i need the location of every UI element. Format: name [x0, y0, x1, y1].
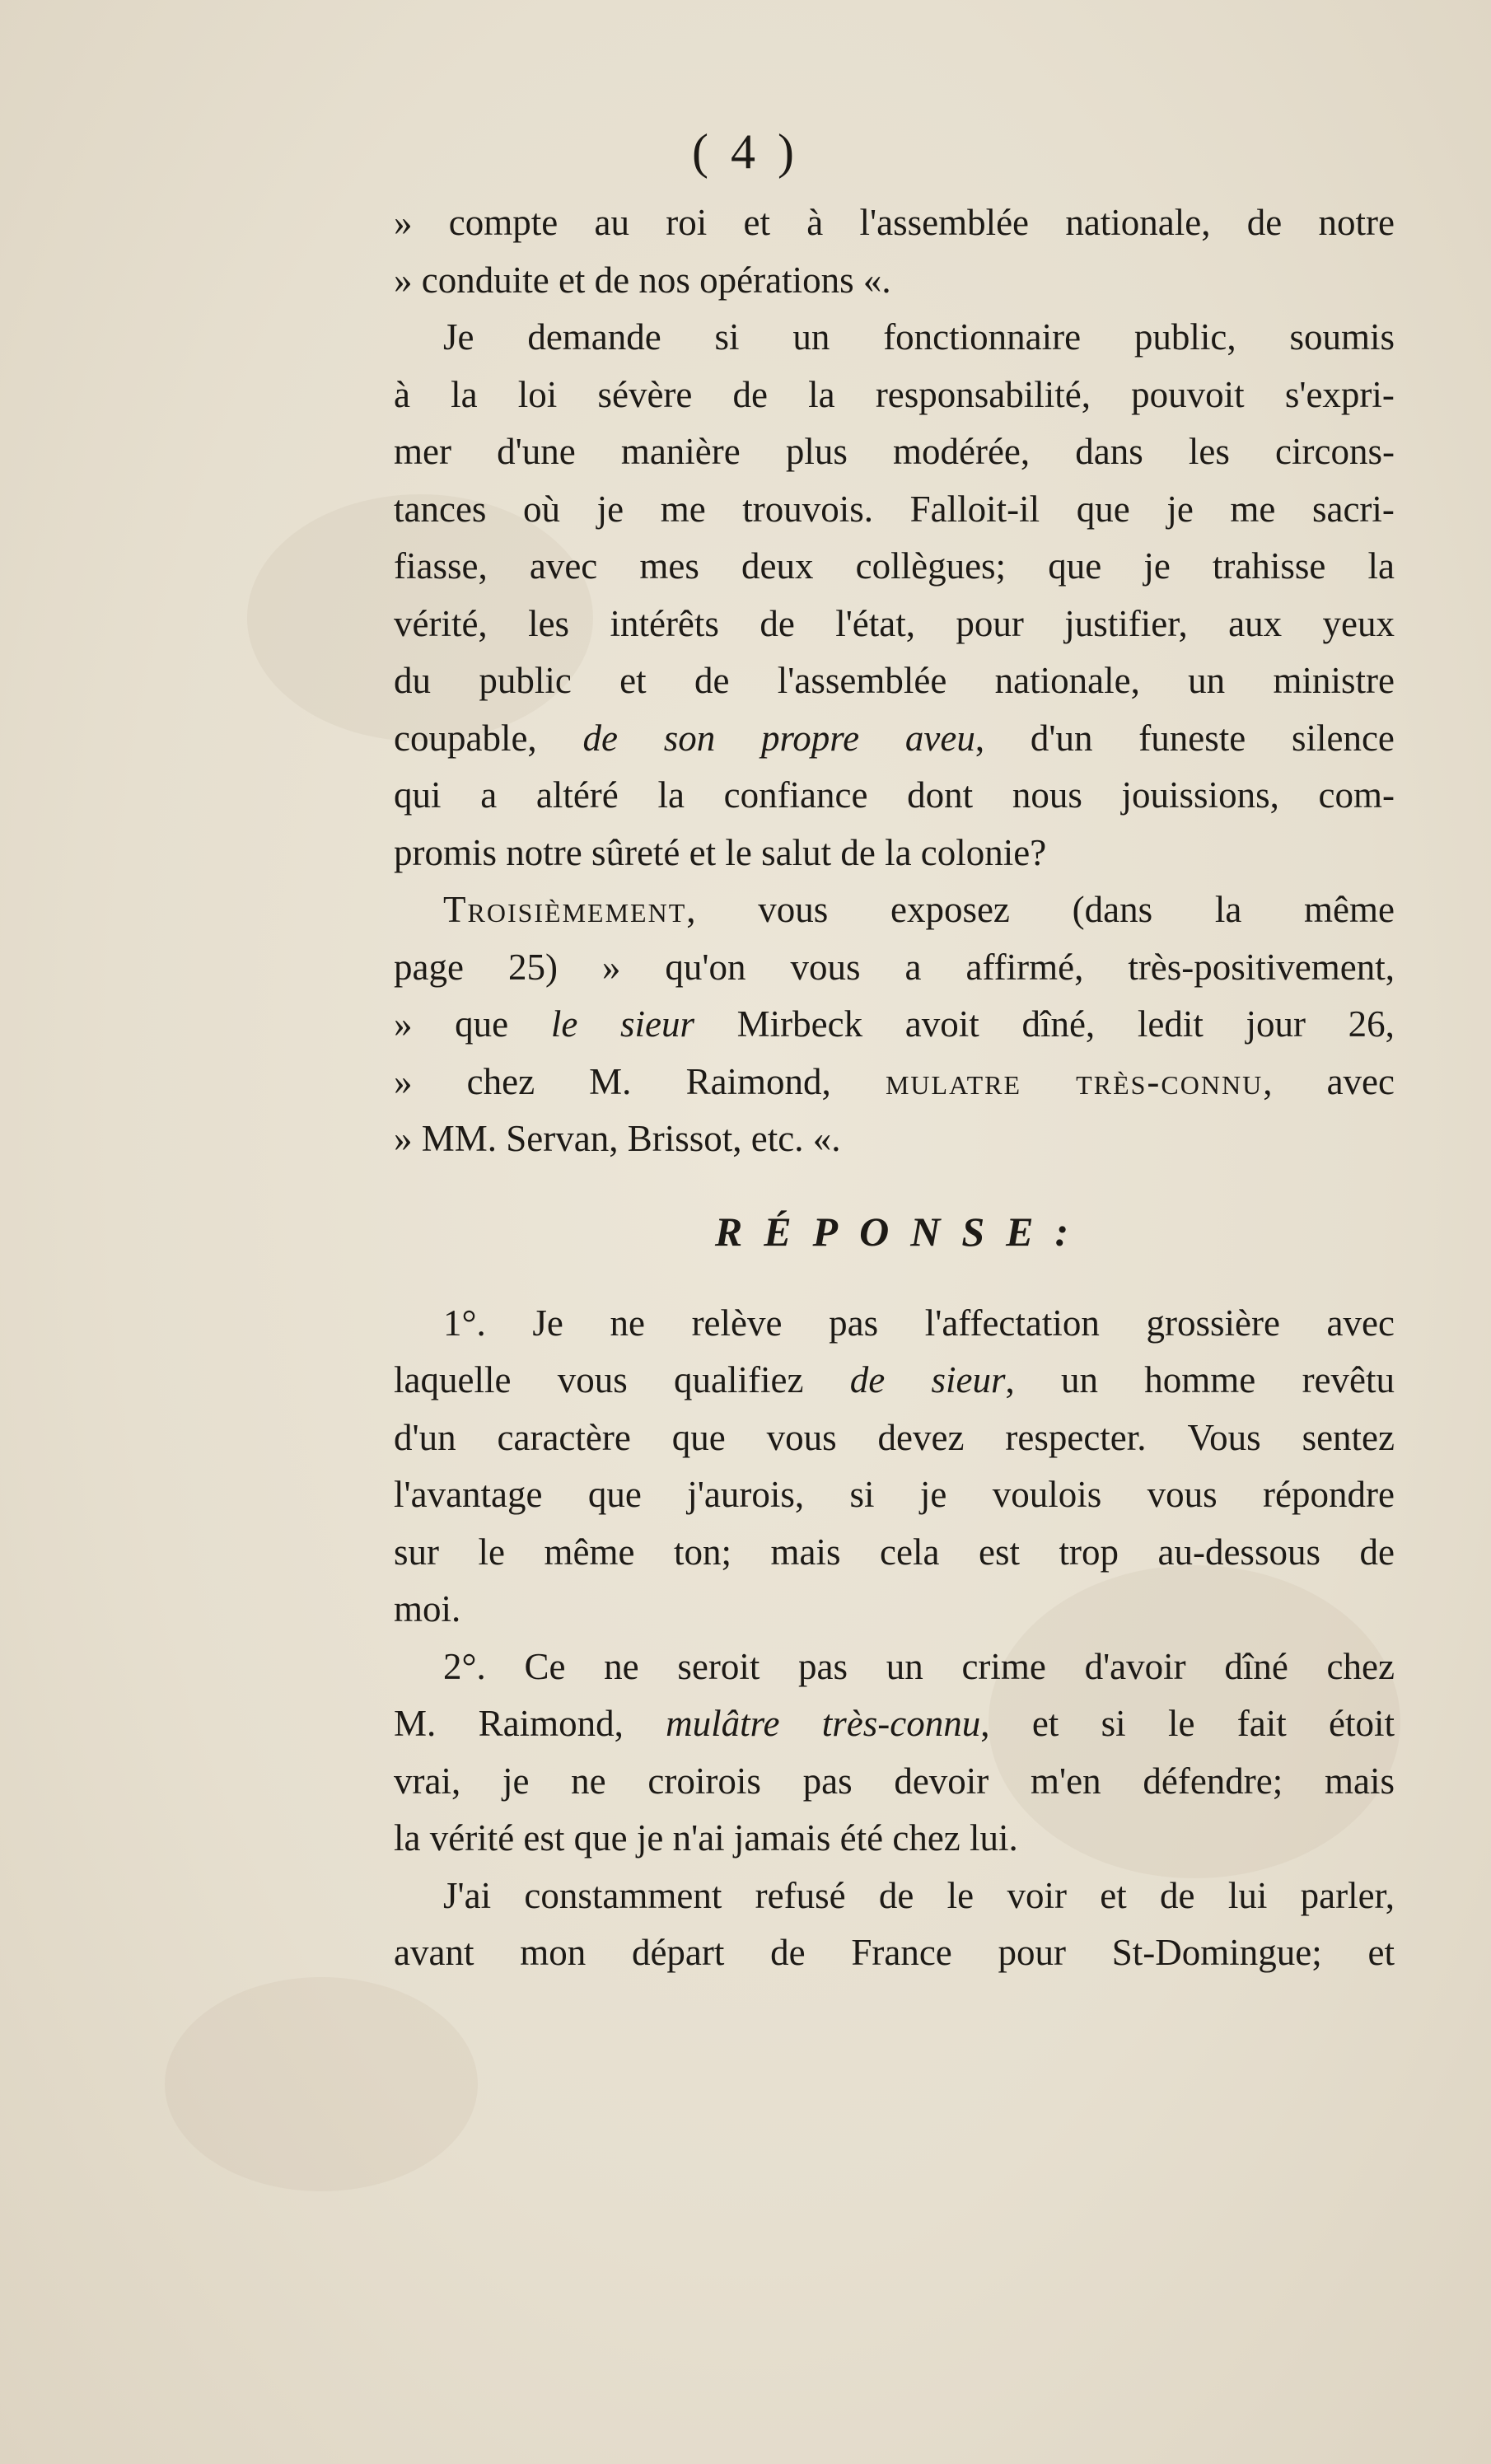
word: est: [978, 1531, 1020, 1573]
text-line: [394, 1639, 1395, 1696]
word: ledit: [1137, 1003, 1204, 1045]
word: 2°.: [443, 1645, 486, 1687]
word: aux: [1228, 602, 1283, 644]
word: très-positivement,: [1128, 946, 1395, 988]
word: de: [878, 1874, 914, 1916]
word: deux: [741, 545, 814, 587]
word: demande: [527, 316, 661, 358]
word: que: [1076, 488, 1130, 530]
word: de: [694, 660, 730, 701]
word: tances: [394, 488, 487, 530]
word: d'un: [1030, 717, 1093, 759]
word: M.: [394, 1703, 437, 1744]
word: trahisse: [1212, 545, 1326, 587]
word: fiasse,: [394, 545, 488, 587]
word: sieur,: [931, 1359, 1015, 1400]
word: vous: [766, 1416, 837, 1458]
word: aveu,: [904, 717, 985, 759]
word: avec: [1326, 1302, 1395, 1344]
word: Mirbeck: [736, 1003, 863, 1045]
word: lui: [1227, 1874, 1268, 1916]
word: Ce: [524, 1645, 566, 1687]
word: pas: [798, 1645, 848, 1687]
text-line: [394, 309, 1395, 367]
word: répondre: [1263, 1474, 1395, 1515]
word: Vous: [1187, 1416, 1261, 1458]
word: que: [587, 1474, 642, 1515]
word: modérée,: [893, 431, 1031, 472]
word: cela: [880, 1531, 940, 1573]
word: d'un: [394, 1416, 456, 1458]
word: vrai,: [394, 1760, 461, 1802]
word: a: [904, 946, 922, 988]
word: devez: [877, 1416, 965, 1458]
word: dîné: [1224, 1645, 1288, 1687]
word: l'avantage: [394, 1474, 543, 1515]
word: au-dessous: [1157, 1531, 1320, 1573]
word: je: [502, 1760, 530, 1802]
word: Je: [443, 316, 474, 358]
word: l'assemblée: [777, 660, 947, 701]
word: mais: [770, 1531, 841, 1573]
word: trouvois.: [742, 488, 874, 530]
word: 25): [507, 946, 558, 988]
word: funeste: [1138, 717, 1246, 759]
word: exposez: [890, 889, 1010, 930]
word: notre: [1318, 202, 1395, 243]
word: ne: [604, 1645, 639, 1687]
word: constamment: [524, 1874, 722, 1916]
word: d'une: [497, 431, 576, 472]
page-body: [394, 194, 1395, 1982]
word: grossière: [1146, 1302, 1280, 1344]
word: homme: [1144, 1359, 1256, 1400]
word: au: [594, 202, 629, 243]
text-line: [394, 596, 1395, 653]
page-number: ( 4 ): [692, 124, 799, 179]
word: le: [1167, 1703, 1195, 1744]
word: l'état,: [835, 602, 915, 644]
text-line: » conduite et de nos opérations «.: [394, 259, 891, 301]
word: de: [770, 1932, 806, 1973]
word: M.: [589, 1060, 632, 1102]
word: parler,: [1300, 1874, 1395, 1916]
word: que: [671, 1416, 726, 1458]
word: où: [523, 488, 561, 530]
word: plus: [785, 431, 848, 472]
word: pas: [829, 1302, 879, 1344]
word: mais: [1325, 1760, 1395, 1802]
word: qui: [394, 774, 442, 816]
word: voulois: [992, 1474, 1102, 1515]
word: dans: [1075, 431, 1143, 472]
word: la: [657, 774, 685, 816]
word: pas: [802, 1760, 853, 1802]
word: très-connu,: [821, 1703, 990, 1744]
word: »: [394, 202, 413, 243]
word: que: [1048, 545, 1102, 587]
word: ne: [571, 1760, 606, 1802]
word: a: [480, 774, 498, 816]
text-line: la vérité est que je n'ai jamais été chez lui.: [394, 1817, 1018, 1859]
word: croirois: [647, 1760, 761, 1802]
word: ministre: [1273, 660, 1395, 701]
word: à: [806, 202, 824, 243]
word: un: [1061, 1359, 1099, 1400]
word: loi: [517, 373, 558, 415]
word: me: [660, 488, 706, 530]
word: circons-: [1275, 431, 1395, 472]
word: je: [1143, 545, 1171, 587]
word: responsabilité,: [875, 373, 1091, 415]
word: altéré: [535, 774, 619, 816]
word: relève: [691, 1302, 783, 1344]
word: pour: [956, 602, 1024, 644]
word: devoir: [894, 1760, 989, 1802]
word: seroit: [677, 1645, 760, 1687]
word: la: [1214, 889, 1242, 930]
word: de: [582, 717, 618, 759]
word: je: [919, 1474, 947, 1515]
word: St-Domingue;: [1111, 1932, 1322, 1973]
word: sentez: [1302, 1416, 1395, 1458]
text-line: [394, 1466, 1395, 1524]
word: fonctionnaire: [883, 316, 1082, 358]
word: très-connu,: [1076, 1060, 1273, 1102]
text-line: » MM. Servan, Brissot, etc. «.: [394, 1118, 841, 1159]
word: que: [455, 1003, 509, 1045]
word: et: [743, 202, 770, 243]
word: l'affectation: [924, 1302, 1100, 1344]
word: son: [663, 717, 716, 759]
word: 1°.: [443, 1302, 486, 1344]
word: l'assemblée: [859, 202, 1030, 243]
word: trop: [1059, 1531, 1119, 1573]
word: pour: [998, 1932, 1066, 1973]
word: nationale,: [994, 660, 1140, 701]
word: vous: [790, 946, 861, 988]
word: Raimond,: [478, 1703, 624, 1744]
word: pouvoit: [1131, 373, 1245, 415]
word: yeux: [1322, 602, 1395, 644]
text-line: [394, 881, 1395, 939]
word: le: [946, 1874, 975, 1916]
word: public: [479, 660, 572, 701]
word: la: [808, 373, 835, 415]
word: compte: [448, 202, 559, 243]
text-line: [394, 1924, 1395, 1982]
word: laquelle: [394, 1359, 512, 1400]
word: confiance: [723, 774, 868, 816]
word: et: [1367, 1932, 1395, 1973]
word: avant: [394, 1932, 474, 1973]
word: de: [849, 1359, 886, 1400]
text-line: [394, 1410, 1395, 1467]
word: chez: [466, 1060, 535, 1102]
word: affirmé,: [965, 946, 1084, 988]
word: s'expri-: [1284, 373, 1395, 415]
word: et: [619, 660, 647, 701]
word: j'aurois,: [687, 1474, 805, 1515]
word: à: [394, 373, 410, 415]
word: un: [792, 316, 830, 358]
text-line: [394, 481, 1395, 539]
word: les: [528, 602, 570, 644]
text-line: [394, 1868, 1395, 1925]
word: public,: [1133, 316, 1236, 358]
text-line: [394, 1295, 1395, 1353]
word: Falloit-il: [909, 488, 1040, 530]
word: mulâtre: [666, 1703, 780, 1744]
word: m'en: [1031, 1760, 1101, 1802]
word: et: [1031, 1703, 1059, 1744]
word: voir: [1007, 1874, 1067, 1916]
text-line: promis notre sûreté et le salut de la colonie?: [394, 831, 1047, 873]
word: Raimond,: [685, 1060, 831, 1102]
text-line: [394, 767, 1395, 825]
word: et: [1100, 1874, 1127, 1916]
word: nationale,: [1065, 202, 1211, 243]
word: »: [394, 1003, 413, 1045]
word: vous: [1147, 1474, 1218, 1515]
word: soumis: [1289, 316, 1395, 358]
word: France: [851, 1932, 952, 1973]
word: même: [1304, 889, 1395, 930]
word: de: [760, 602, 795, 644]
word: silence: [1291, 717, 1395, 759]
word: vous: [758, 889, 829, 930]
word: manière: [620, 431, 741, 472]
text-line: [394, 1352, 1395, 1410]
word: qualifiez: [674, 1359, 804, 1400]
word: vous: [557, 1359, 628, 1400]
word: page: [394, 946, 464, 988]
word: coupable,: [394, 717, 537, 759]
word: crime: [961, 1645, 1046, 1687]
word: nous: [1012, 774, 1082, 816]
word: si: [714, 316, 740, 358]
paper-stain: [165, 1977, 478, 2191]
word: de: [732, 373, 769, 415]
word: justifier,: [1064, 602, 1188, 644]
word: les: [1188, 431, 1230, 472]
word: sur: [394, 1531, 439, 1573]
word: intérêts: [610, 602, 719, 644]
word: la: [1367, 545, 1395, 587]
word: propre: [760, 717, 860, 759]
text-line: [394, 367, 1395, 424]
word: ton;: [673, 1531, 731, 1573]
word: chez: [1326, 1645, 1395, 1687]
word: Je: [532, 1302, 563, 1344]
word: la: [451, 373, 478, 415]
text-line: [394, 538, 1395, 596]
word: mer: [394, 431, 451, 472]
word: le: [550, 1003, 578, 1045]
word: me: [1230, 488, 1276, 530]
word: mon: [520, 1932, 587, 1973]
word: sieur: [619, 1003, 694, 1045]
word: refusé: [755, 1874, 846, 1916]
word: com-: [1318, 774, 1395, 816]
word: »: [394, 1060, 413, 1102]
section-heading: RÉPONSE:: [714, 1208, 1091, 1255]
word: dîné,: [1021, 1003, 1096, 1045]
word: de: [1359, 1531, 1395, 1573]
word: J'ai: [443, 1874, 492, 1916]
text-line: [394, 1695, 1395, 1753]
word: mulatre: [885, 1060, 1022, 1102]
word: d'avoir: [1084, 1645, 1186, 1687]
word: avec: [1326, 1060, 1395, 1102]
word: si: [849, 1474, 875, 1515]
word: (dans: [1072, 889, 1153, 930]
word: je: [1166, 488, 1194, 530]
word: qu'on: [665, 946, 746, 988]
word: sévère: [597, 373, 693, 415]
word: avec: [529, 545, 598, 587]
word: si: [1101, 1703, 1126, 1744]
word: étoit: [1329, 1703, 1395, 1744]
text-line: [394, 652, 1395, 710]
word: je: [596, 488, 624, 530]
word: de: [1246, 202, 1283, 243]
word: même: [544, 1531, 635, 1573]
text-line: [394, 1753, 1395, 1811]
text-line: [394, 1524, 1395, 1582]
word: collègues;: [855, 545, 1007, 587]
text-line: [394, 939, 1395, 997]
text-line: [394, 194, 1395, 252]
word: revêtu: [1302, 1359, 1395, 1400]
word: avoit: [904, 1003, 979, 1045]
word: Troisièmement,: [443, 889, 696, 930]
text-line: moi.: [394, 1588, 461, 1629]
word: un: [886, 1645, 923, 1687]
word: respecter.: [1005, 1416, 1147, 1458]
word: jouissions,: [1121, 774, 1279, 816]
word: sacri-: [1311, 488, 1395, 530]
text-line: [394, 1054, 1395, 1111]
word: de: [1160, 1874, 1195, 1916]
word: caractère: [497, 1416, 631, 1458]
text-line: [394, 423, 1395, 481]
word: un: [1188, 660, 1226, 701]
word: ne: [610, 1302, 645, 1344]
word: départ: [631, 1932, 725, 1973]
word: roi: [666, 202, 708, 243]
word: vérité,: [394, 602, 488, 644]
word: fait: [1236, 1703, 1287, 1744]
word: défendre;: [1143, 1760, 1283, 1802]
word: jour: [1246, 1003, 1306, 1045]
word: 26,: [1348, 1003, 1395, 1045]
text-line: [394, 710, 1395, 768]
text-line: [394, 996, 1395, 1054]
word: mes: [639, 545, 699, 587]
word: »: [601, 946, 621, 988]
word: du: [394, 660, 431, 701]
word: dont: [907, 774, 974, 816]
word: le: [478, 1531, 505, 1573]
